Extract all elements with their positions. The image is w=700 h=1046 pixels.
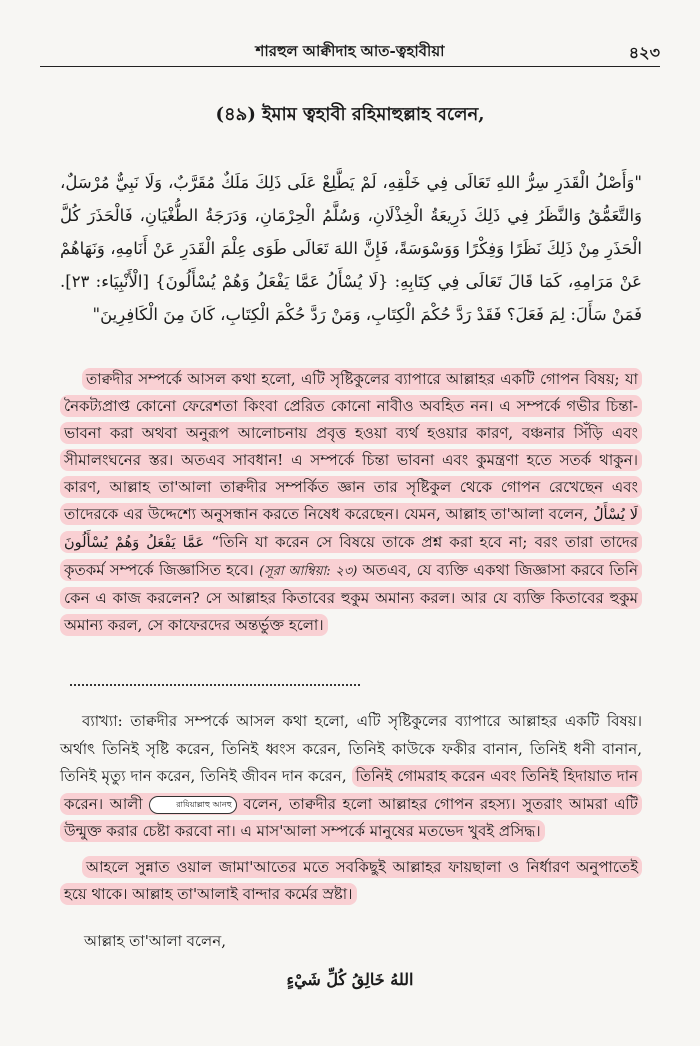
- honorific-badge-icon: রাযিয়াল্লাহু আনহু: [149, 796, 237, 814]
- explanation-paragraph-2: [60, 854, 642, 909]
- verse-arabic-inline: لَا يُسْأَلُ عَمَّا يَفْعَلُ وَهُمْ يُسْأَلُونَ: [64, 507, 638, 551]
- explanation-para2-highlight: আহলে সুন্নাত ওয়াল জামা'আতের মতে সবকিছুই আল্লাহর ফায়ছালা ও নির্ধারণ অনুপাতেই হয়ে থাকে। আল্লাহ তা'আলাই বান্দার কর্মের স্রষ্টা।: [60, 856, 642, 906]
- closing-line: আল্লাহ তা'আলা বলেন,: [84, 932, 226, 950]
- translation-highlight: [60, 368, 642, 636]
- explanation-text-c: আলী: [109, 794, 143, 813]
- section-heading: (৪৯) ইমাম ত্বহাবী রহিমাহুল্লাহ বলেন,: [215, 104, 485, 125]
- dotted-separator: [70, 684, 360, 686]
- explanation-paragraph: [60, 708, 642, 846]
- translation-block: [60, 366, 642, 639]
- explanation-text-b: তিনিই গোমরাহ করেন এবং তিনিই হিদায়াত দান করেন।: [64, 767, 638, 813]
- explanation-text-d: বলেন, তাক্বদীর হলো আল্লাহর গোপন রহস্য। সুতরাং আমরা এটি উন্মুক্ত করার চেষ্টা করবো না। এ মাস'আলা সম্পর্কে মানুষের মতভেদ খুবই প্রসিদ্ধ।: [64, 794, 638, 840]
- explanation-block: [60, 708, 642, 909]
- arabic-quote: [60, 166, 642, 331]
- arabic-quote-text: "وَأَصْلُ الْقَدَرِ سِرُّ اللهِ تَعَالَى فِي خَلْقِهِ، لَمْ يَطَّلِعْ عَلَى ذَلِكَ مَلَكٌ مُقَرَّبٌ، وَلَا نَبِيٌّ مُرْسَلٌ، وَالتَّعَمُّقُ وَالنَّظَرُ فِي ذَلِكَ ذَرِيعَةُ الْخِذْلَانِ، وَسُلَّمُ الْحِرْمَانِ، وَدَرَجَةُ الطُّغْيَانِ، فَالْحَذَرَ كُلَّ الْحَذَرِ مِنْ ذَلِكَ نَظَرًا وَفِكْرًا وَوَسْوَسَةً، فَإِنَّ اللهَ تَعَالَى طَوَى عِلْمَ الْقَدَرِ عَنْ أَنَامِهِ، وَنَهَاهُمْ عَنْ مَرَامِهِ، كَمَا قَالَ تَعَالَى فِي كِتَابِهِ: {لَا يُسْأَلُ عَمَّا يَفْعَلُ وَهُمْ يُسْأَلُونَ} [الْأَنْبِيَاء: ٢٣]. فَمَنْ سَأَلَ: لِمَ فَعَلَ؟ فَقَدْ رَدَّ حُكْمَ الْكِتَابِ، وَمَنْ رَدَّ حُكْمَ الْكِتَابِ، كَانَ مِنَ الْكَافِرِينَ": [60, 173, 642, 324]
- translation-part2: “তিনি যা করেন সে বিষয়ে তাকে প্রশ্ন করা হবে না; বরং তারা তাদের কৃতকর্ম সম্পর্কে জিজ্ঞাসিত হবে।: [64, 533, 638, 579]
- translation-part1: তাক্বদীর সম্পর্কে আসল কথা হলো, এটি সৃষ্টিকুলের ব্যাপারে আল্লাহর একটি গোপন বিষয়; যা নৈকট্যপ্রাপ্ত কোনো ফেরেশতা কিংবা প্রেরিত কোনো নাবীও অবহিত নন। এ সম্পর্কে গভীর চিন্তা-ভাবনা করা অথবা অনুরূপ আলোচনায় প্রবৃত্ত হওয়া ব্যর্থ হওয়ার কারণ, বঞ্চনার সিঁড়ি এবং সীমালংঘনের স্তর। অতএব সাবধান! এ সম্পর্কে চিন্তা ভাবনা এবং কুমন্ত্রণা হতে সতর্ক থাকুন। কারণ, আল্লাহ তা'আলা তাক্বদীর সম্পর্কিত জ্ঞান তার সৃষ্টিকুল থেকে গোপন রেখেছেন এবং তাদেরকে এর উদ্দেশ্যে অনুসন্ধান করতে নিষেধ করেছেন। যেমন, আল্লাহ তা'আলা বলেন,: [64, 370, 638, 523]
- page-header: [40, 36, 660, 67]
- translation-paragraph: [60, 366, 642, 639]
- page-number: ৪২৩: [628, 43, 660, 62]
- running-title: শারহুল আক্বীদাহ আত-ত্বহাবীয়া: [255, 42, 445, 60]
- final-arabic-verse: اللهُ خَالِقُ كُلِّ شَيْءٍ: [286, 970, 414, 989]
- translation-part3: অতএব, যে ব্যক্তি একথা জিজ্ঞাসা করবে তিনি কেন এ কাজ করলেন? সে আল্লাহর কিতাবের হুকুম অমান্য করল। আর যে ব্যক্তি কিতাবের হুকুম অমান্য করল, সে কাফেরদের অন্তর্ভুক্ত হলো।: [64, 561, 638, 634]
- explanation-label: ব্যাখ্যা:: [82, 712, 123, 730]
- explanation-text-a: তাক্বদীর সম্পর্কে আসল কথা হলো, এটি সৃষ্টিকুলের ব্যাপারে আল্লাহর একটি বিষয়। অর্থাৎ তিনিই সৃষ্টি করেন, তিনিই ধ্বংস করেন, তিনিই কাউকে ফকীর বানান, তিনিই ধনী বানান, তিনিই মৃত্যু দান করেন, তিনিই জীবন দান করেন,: [60, 712, 642, 785]
- verse-reference: (সূরা আম্বিয়া: ২৩): [259, 564, 358, 579]
